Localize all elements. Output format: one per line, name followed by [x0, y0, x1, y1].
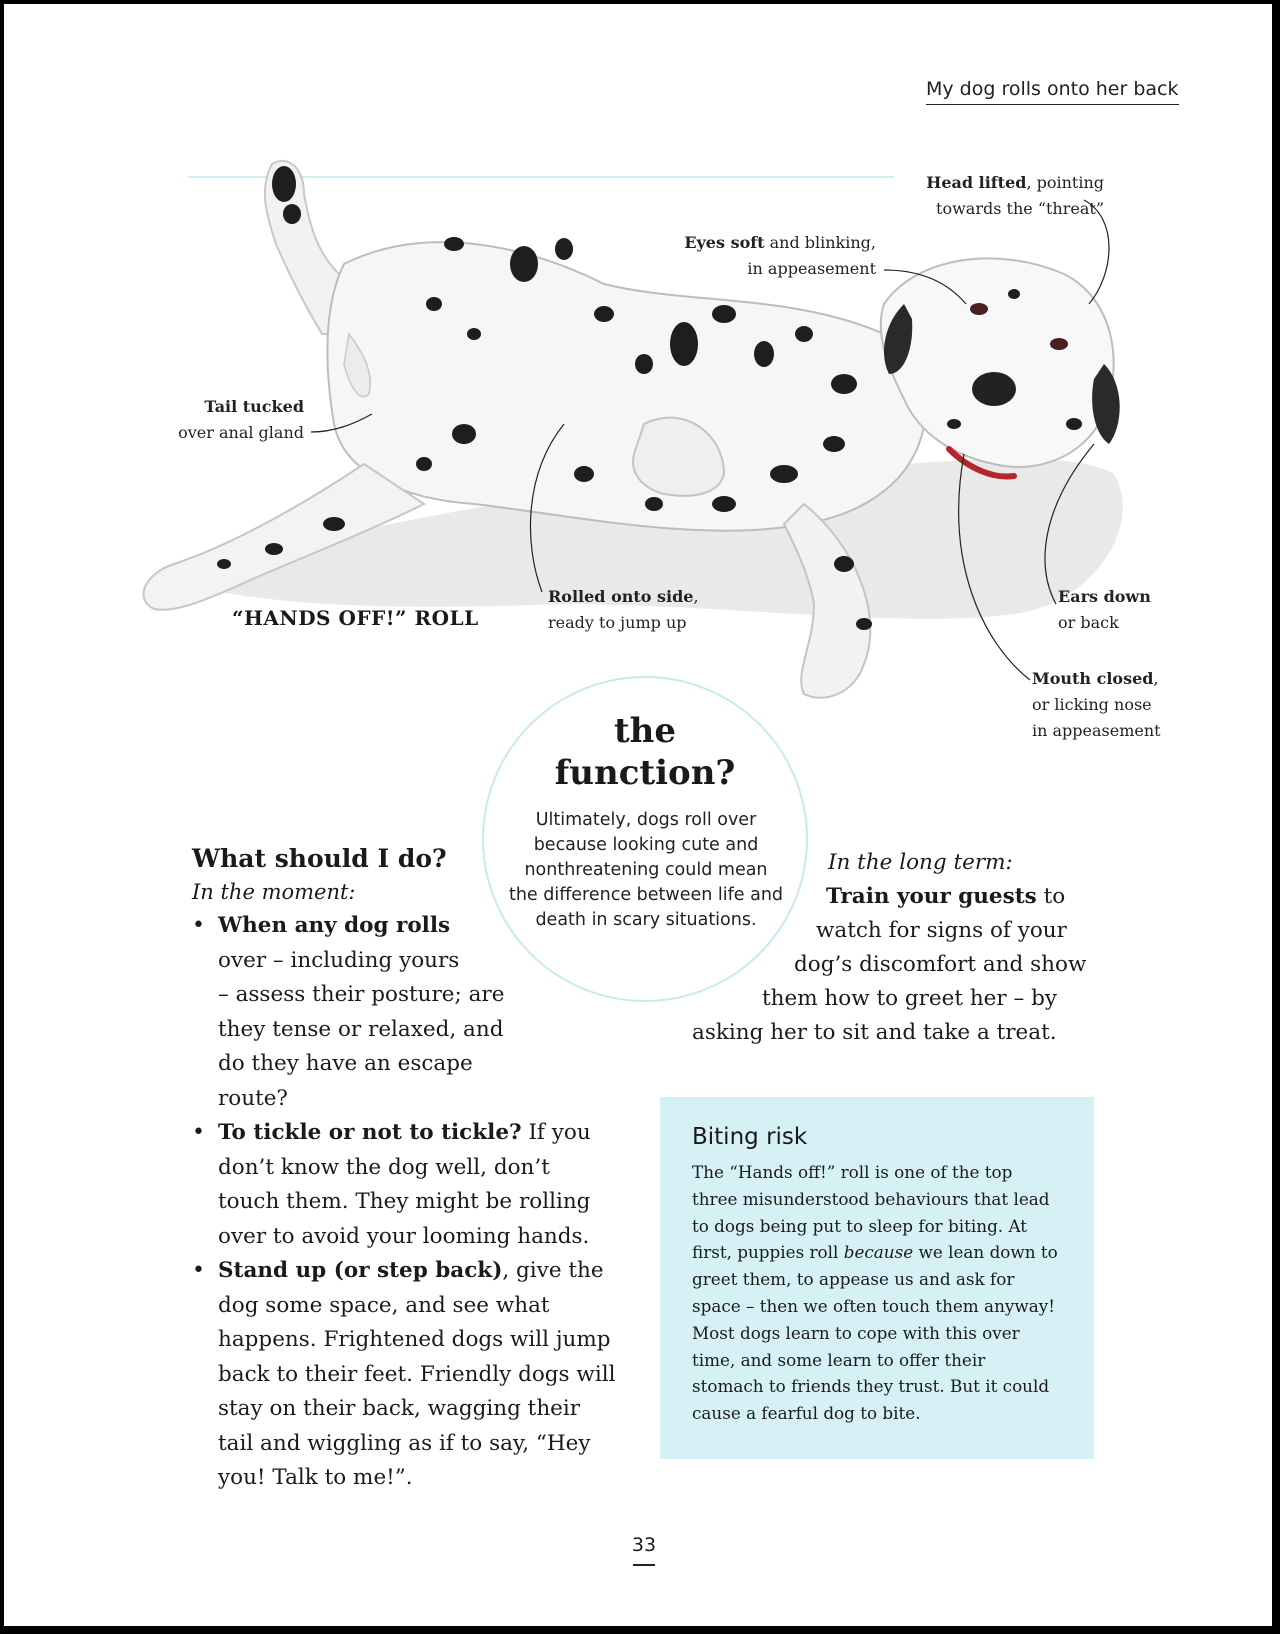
callout-eyes [684, 230, 876, 282]
bullet-1-rest: – assess their posture; are they tense or relaxed, and do they have an escape route? [218, 982, 505, 1111]
long-term-line5: asking her to sit and take a treat. [692, 1020, 1057, 1045]
bullet-1-line1: over – including yours [218, 947, 460, 973]
bullet-2-bold: To tickle or not to tickle? [218, 1120, 522, 1145]
long-term-line1 [826, 880, 1065, 915]
callout-rolled-rest2: ready to jump up [548, 613, 687, 632]
callout-mouth-rest1: , [1153, 669, 1159, 688]
biting-risk-title: Biting risk [692, 1124, 808, 1150]
bullet-2-rest: If you don’t know the dog well, don’t touch them. They might be rolling over to avoid your looming hands. [218, 1120, 591, 1249]
bullet-3-rest: , give the dog some space, and see what happens. Frightened dogs will jump back to their feet. Friendly dogs will stay on their back, wagging their tail and wiggling as if to say, “Hey you! Talk to me!”. [218, 1258, 616, 1490]
biting-body-italic: because [843, 1242, 914, 1263]
long-term-bold: Train your guests [826, 884, 1037, 909]
callout-ears-rest: or back [1058, 613, 1119, 632]
long-term-label: In the long term: [828, 850, 1013, 875]
callout-head-bold: Head lifted [926, 173, 1027, 192]
callout-mouth [1032, 666, 1161, 744]
callout-mouth-rest3: in appeasement [1032, 721, 1161, 740]
long-term-line3: dog’s discomfort and show [794, 952, 1087, 977]
long-term-line4: them how to greet her – by [762, 986, 1058, 1011]
long-term-line1-rest: to [1036, 884, 1066, 909]
long-term-line2: watch for signs of your [816, 918, 1067, 943]
callout-rolled-rest1: , [693, 587, 699, 606]
page-number-underline [633, 1564, 655, 1566]
book-page [4, 4, 1272, 1626]
callout-mouth-rest2: or licking nose [1032, 695, 1152, 714]
callout-head [926, 170, 1104, 222]
callout-ears-bold: Ears down [1058, 587, 1151, 606]
biting-body-before: The “Hands off!” roll is one of the top three misunderstood behaviours that lead to dogs being put to sleep for biting. At first, puppies roll [692, 1162, 1050, 1263]
figure-label: “HANDS OFF!” ROLL [232, 606, 479, 630]
page-number: 33 [631, 1534, 657, 1556]
function-title-line1: the [613, 711, 677, 751]
bullet-1-bold: When any dog rolls [218, 913, 451, 938]
running-head: My dog rolls onto her back [926, 78, 1179, 105]
callout-eyes-rest1: and blinking, [764, 233, 876, 252]
function-title [484, 710, 806, 794]
callout-tail [178, 394, 304, 446]
function-title-line2: function? [554, 753, 736, 793]
callout-rolled [548, 584, 699, 636]
section-heading: What should I do? [192, 844, 447, 873]
function-body: Ultimately, dogs roll over because looking cute and nonthreatening could mean the difference between life and death in scary situations. [508, 810, 784, 930]
moment-subheading: In the moment: [192, 880, 356, 904]
callout-eyes-rest2: in appeasement [747, 259, 876, 278]
callout-head-rest2: towards the “threat” [936, 199, 1104, 218]
list-item [192, 1116, 612, 1254]
biting-body-after: we lean down to greet them, to appease us and ask for space – then we often touch them anyway! Most dogs learn to cope with this over time, and some learn to offer their stomach to friends they trust. But it could cause a fearful dog to bite. [692, 1242, 1058, 1424]
biting-risk-box [660, 1097, 1094, 1459]
callout-tail-bold: Tail tucked [204, 397, 304, 416]
biting-risk-body [692, 1159, 1062, 1427]
callout-head-rest1: , pointing [1026, 173, 1104, 192]
callout-tail-rest: over anal gland [178, 423, 304, 442]
list-item [192, 1254, 622, 1496]
callout-mouth-bold: Mouth closed [1032, 669, 1154, 688]
callout-ears [1058, 584, 1151, 636]
callout-eyes-bold: Eyes soft [684, 233, 765, 252]
bullet-3-bold: Stand up (or step back) [218, 1258, 503, 1283]
long-term-section [4, 846, 1272, 1076]
callout-rolled-bold: Rolled onto side [548, 587, 694, 606]
